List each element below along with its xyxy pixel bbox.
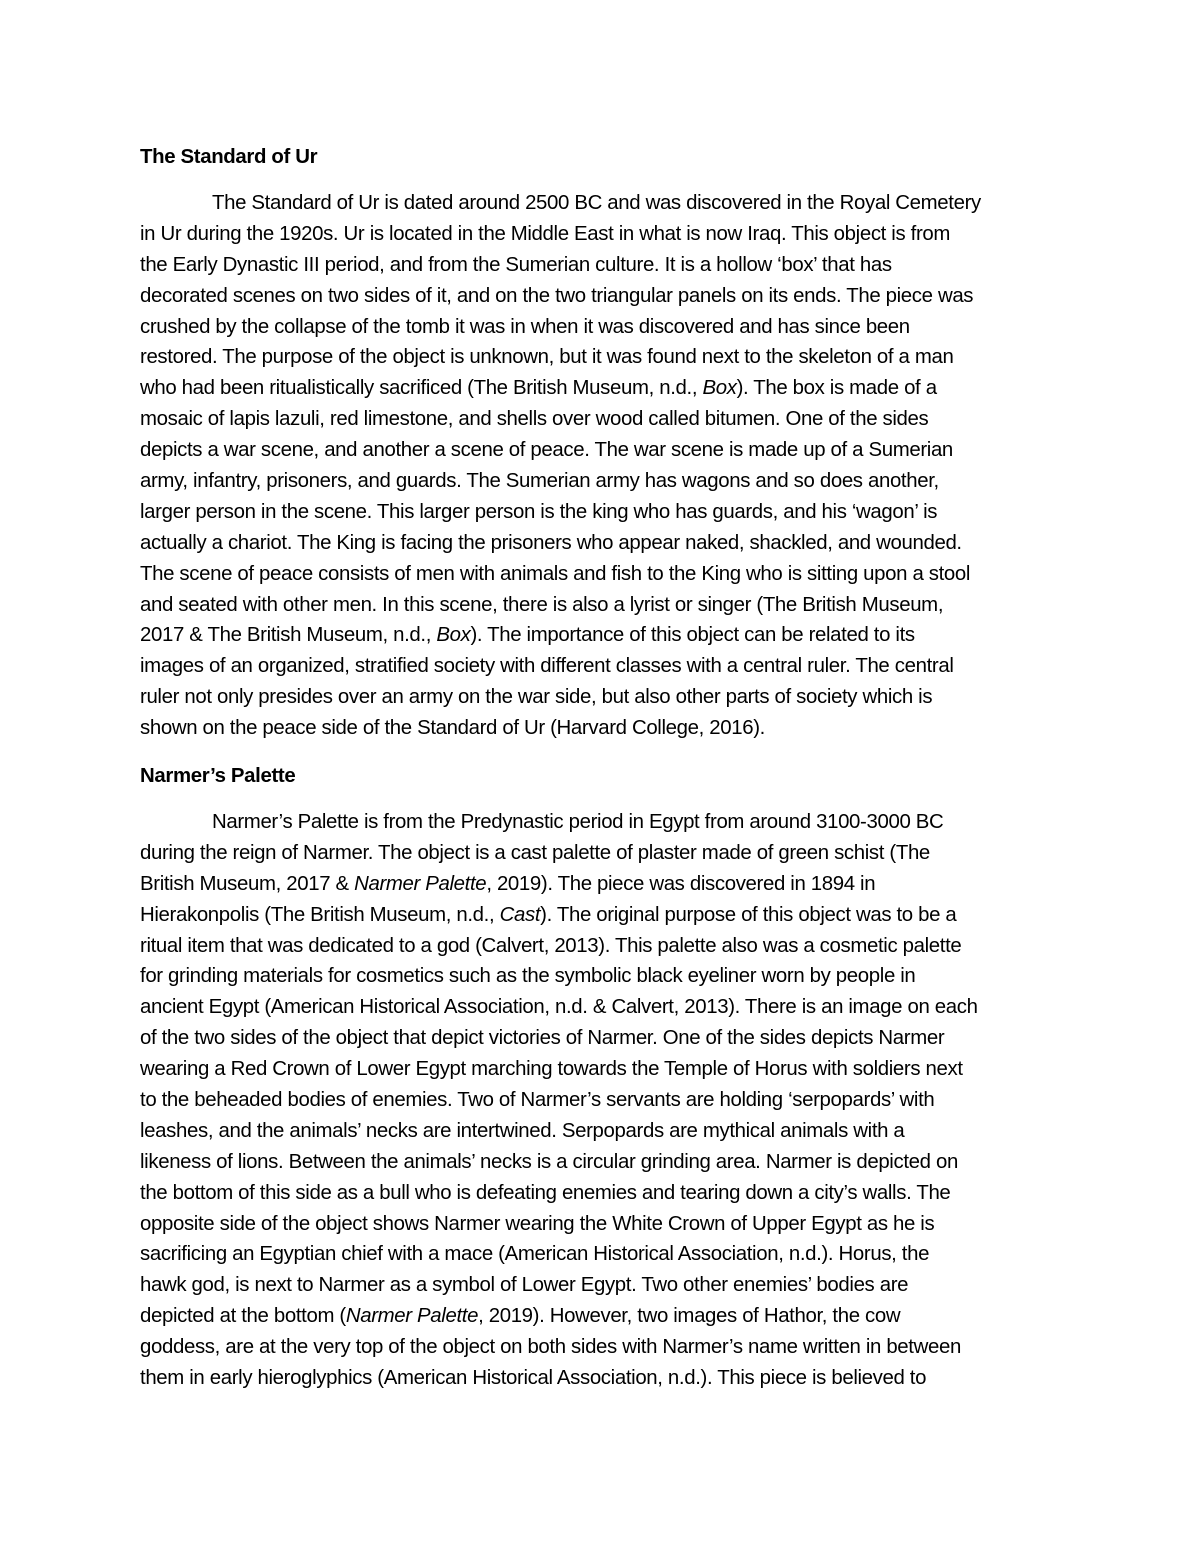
text-line <box>140 1054 1060 1085</box>
text-line <box>140 312 1060 343</box>
text-segment: who had been ritualistically sacrificed (The British Museum, n.d., <box>140 377 703 400</box>
text-line <box>140 281 1060 312</box>
text-segment: to the beheaded bodies of enemies. Two of Narmer’s servants are holding ‘serpopards’ with <box>140 1089 935 1112</box>
text-segment: sacrificing an Egyptian chief with a mace (American Historical Association, n.d.). Horus, the <box>140 1243 930 1266</box>
text-line <box>140 373 1060 404</box>
text-line <box>140 1023 1060 1054</box>
text-segment: , 2019). However, two images of Hathor, the cow <box>478 1305 901 1328</box>
text-segment: goddess, are at the very top of the object on both sides with Narmer’s name written in between <box>140 1336 961 1359</box>
text-segment: 2017 & The British Museum, n.d., <box>140 624 437 647</box>
text-segment: leashes, and the animals’ necks are intertwined. Serpopards are mythical animals with a <box>140 1119 905 1142</box>
text-line <box>140 219 1060 250</box>
text-line <box>140 1301 1060 1332</box>
paragraph-standard-of-ur <box>140 188 1060 744</box>
text-segment: ancient Egypt (American Historical Association, n.d. & Calvert, 2013). There is an image on each <box>140 996 978 1019</box>
text-line <box>140 992 1060 1023</box>
text-segment: , 2019). The piece was discovered in 1894 in <box>486 872 876 895</box>
text-line <box>140 1116 1060 1147</box>
text-line <box>140 620 1060 651</box>
text-line <box>140 1178 1060 1209</box>
text-segment: wearing a Red Crown of Lower Egypt marching towards the Temple of Horus with soldiers next <box>140 1058 963 1081</box>
text-segment: images of an organized, stratified society with different classes with a central ruler. The central <box>140 655 954 678</box>
text-line <box>140 1085 1060 1116</box>
section-heading-standard-of-ur: The Standard of Ur <box>140 146 318 168</box>
text-segment: mosaic of lapis lazuli, red limestone, and shells over wood called bitumen. One of the sides <box>140 408 929 431</box>
text-line <box>140 682 1060 713</box>
text-segment: shown on the peace side of the Standard of Ur (Harvard College, 2016). <box>140 717 765 740</box>
text-line <box>140 651 1060 682</box>
italic-citation: Box <box>702 377 737 400</box>
text-segment: for grinding materials for cosmetics such as the symbolic black eyeliner worn by people in <box>140 965 916 988</box>
text-segment: depicted at the bottom ( <box>140 1305 346 1328</box>
text-segment: The Standard of Ur is dated around 2500 BC and was discovered in the Royal Cemetery <box>212 192 981 214</box>
text-segment: of the two sides of the object that depict victories of Narmer. One of the sides depicts Narmer <box>140 1027 945 1050</box>
text-segment: Narmer’s Palette is from the Predynastic period in Egypt from around 3100-3000 BC <box>212 811 944 833</box>
text-segment: restored. The purpose of the object is unknown, but it was found next to the skeleton of a man <box>140 346 954 369</box>
text-segment: Hierakonpolis (The British Museum, n.d., <box>140 903 500 926</box>
text-line <box>140 188 1060 219</box>
text-line <box>140 961 1060 992</box>
text-segment: army, infantry, prisoners, and guards. The Sumerian army has wagons and so does another, <box>140 470 939 493</box>
text-segment: opposite side of the object shows Narmer wearing the White Crown of Upper Egypt as he is <box>140 1212 935 1235</box>
text-segment: ). The box is made of a <box>736 377 937 400</box>
text-segment: larger person in the scene. This larger person is the king who has guards, and his ‘wagon’ is <box>140 500 938 523</box>
text-line <box>140 435 1060 466</box>
text-segment: ). The importance of this object can be related to its <box>470 624 915 647</box>
text-segment: depicts a war scene, and another a scene of peace. The war scene is made up of a Sumerian <box>140 439 953 462</box>
section-heading-narmers-palette: Narmer’s Palette <box>140 765 296 787</box>
text-segment: ). The original purpose of this object was to be a <box>540 903 957 926</box>
text-segment: ruler not only presides over an army on the war side, but also other parts of society which is <box>140 686 933 709</box>
text-line <box>140 590 1060 621</box>
italic-citation: Cast <box>499 903 541 926</box>
text-line <box>140 1239 1060 1270</box>
text-line <box>140 900 1060 931</box>
text-line <box>140 869 1060 900</box>
text-line <box>140 497 1060 528</box>
italic-citation: Narmer Palette <box>345 1305 479 1328</box>
text-line <box>140 1147 1060 1178</box>
text-line <box>140 250 1060 281</box>
text-line <box>140 466 1060 497</box>
text-line <box>140 342 1060 373</box>
text-line <box>140 838 1060 869</box>
text-segment: in Ur during the 1920s. Ur is located in the Middle East in what is now Iraq. This object is from <box>140 222 951 245</box>
text-line <box>140 559 1060 590</box>
text-segment: likeness of lions. Between the animals’ necks is a circular grinding area. Narmer is depicted on <box>140 1150 958 1173</box>
text-segment: British Museum, 2017 & <box>140 872 355 895</box>
text-segment: them in early hieroglyphics (American Historical Association, n.d.). This piece is believed to <box>140 1367 927 1390</box>
text-line <box>140 713 1060 744</box>
text-segment: during the reign of Narmer. The object is a cast palette of plaster made of green schist (The <box>140 841 930 864</box>
text-line <box>140 528 1060 559</box>
text-segment: and seated with other men. In this scene, there is also a lyrist or singer (The British Museum, <box>140 593 944 616</box>
text-segment: crushed by the collapse of the tomb it was in when it was discovered and has since been <box>140 315 910 338</box>
text-segment: the bottom of this side as a bull who is defeating enemies and tearing down a city’s walls. The <box>140 1181 951 1204</box>
paragraph-narmers-palette <box>140 807 1060 1394</box>
text-line <box>140 1363 1060 1394</box>
text-segment: decorated scenes on two sides of it, and on the two triangular panels on its ends. The piece was <box>140 284 974 307</box>
text-line <box>140 1332 1060 1363</box>
text-line <box>140 807 1060 838</box>
text-segment: actually a chariot. The King is facing the prisoners who appear naked, shackled, and wounded. <box>140 531 962 554</box>
italic-citation: Narmer Palette <box>354 872 487 895</box>
italic-citation: Box <box>436 624 471 647</box>
text-segment: the Early Dynastic III period, and from the Sumerian culture. It is a hollow ‘box’ that has <box>140 253 892 276</box>
text-segment: ritual item that was dedicated to a god (Calvert, 2013). This palette also was a cosmetic palette <box>140 934 962 957</box>
text-segment: The scene of peace consists of men with animals and fish to the King who is sitting upon a stool <box>140 562 971 585</box>
text-segment: hawk god, is next to Narmer as a symbol of Lower Egypt. Two other enemies’ bodies are <box>140 1274 909 1297</box>
text-line <box>140 931 1060 962</box>
text-line <box>140 1209 1060 1240</box>
text-line <box>140 404 1060 435</box>
text-line <box>140 1270 1060 1301</box>
